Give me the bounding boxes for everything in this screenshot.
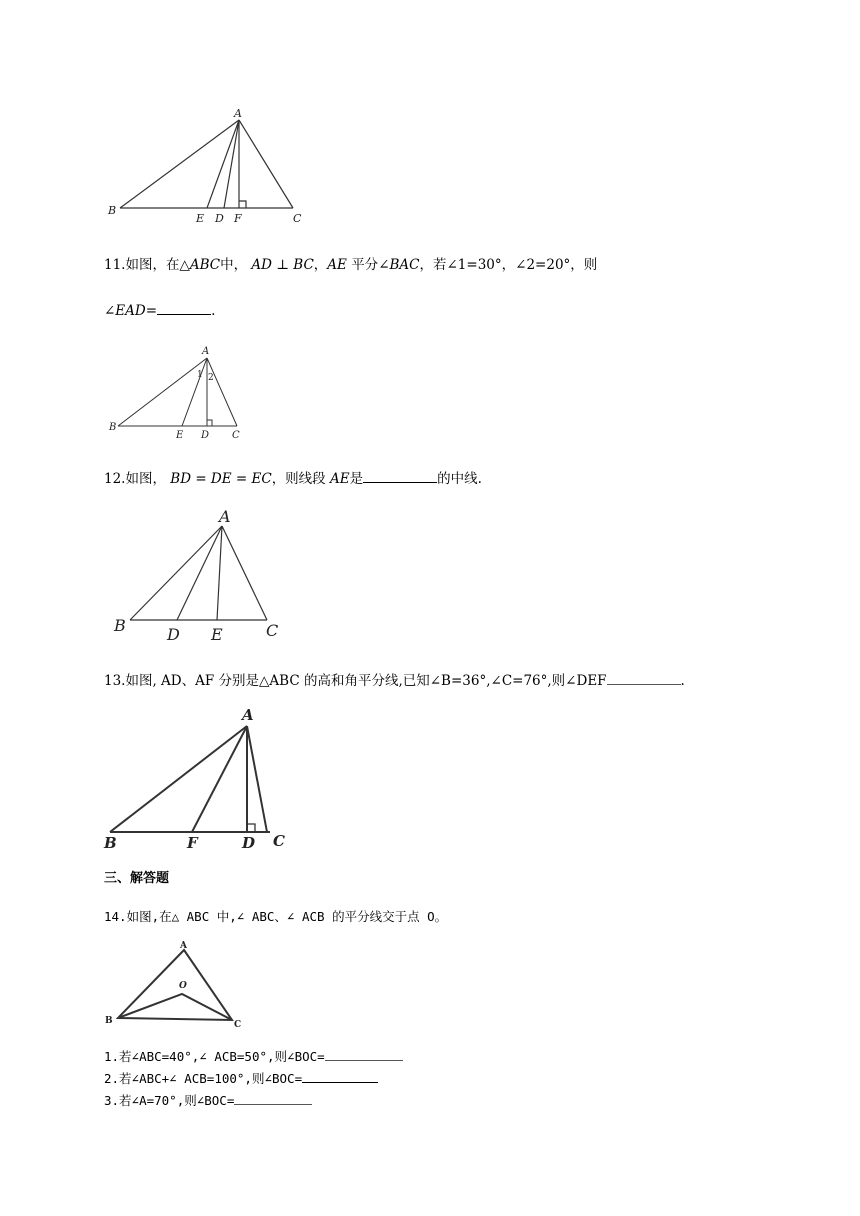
label-a: A (202, 346, 210, 357)
answer-blank[interactable] (234, 1090, 312, 1105)
q11-text: 平分 (351, 257, 379, 273)
q12-number: 12. (104, 471, 126, 487)
question-11-line1 (104, 256, 597, 274)
q11-number: 11. (104, 257, 126, 273)
q11-text: = (145, 303, 158, 319)
label-o: O (179, 981, 187, 991)
q14-sub-text: 1.若∠ABC=40°,∠ ACB=50°,则∠BOC= (104, 1049, 325, 1064)
q12-math: BD = DE = EC (170, 471, 272, 487)
q12-text: 如图， (125, 471, 166, 487)
label-c: C (266, 621, 279, 640)
label-e: E (211, 625, 223, 644)
label-d: D (167, 625, 180, 644)
label-d: D (201, 430, 210, 441)
label-c: C (273, 832, 285, 850)
q14-sub-text: 2.若∠ABC+∠ ACB=100°,则∠BOC= (104, 1071, 303, 1086)
label-f: F (187, 834, 198, 852)
q12-text: 是 (349, 471, 364, 487)
q11-math: ∠EAD (104, 303, 146, 319)
question-12 (104, 468, 482, 488)
q11-math: ∠BAC (378, 257, 420, 273)
label-e: E (196, 212, 205, 225)
label-b: B (114, 616, 126, 635)
q12-text: ，则线段 (271, 471, 326, 487)
q11-text: 中， (220, 257, 248, 273)
q13-text: . (680, 673, 685, 689)
section-heading: 三、解答题 (104, 871, 170, 886)
q11-text: . (211, 303, 216, 319)
q11-text: 如图，在 (125, 257, 180, 273)
label-d: D (242, 834, 256, 852)
label-a: A (234, 107, 242, 120)
label-a: A (242, 706, 254, 724)
q12-text: 的中线. (437, 471, 482, 487)
q11-math: △ABC (179, 257, 221, 273)
label-b: B (108, 204, 117, 217)
label-angle-1: 1 (197, 370, 203, 380)
answer-blank[interactable] (363, 468, 437, 483)
label-c: C (293, 212, 302, 225)
q11-text: ，若∠1=30°，∠2=20°，则 (419, 257, 598, 273)
label-e: E (176, 430, 184, 441)
label-a: A (180, 941, 187, 951)
q11-math: AE (327, 257, 347, 273)
q14-sub-1 (104, 1046, 403, 1066)
question-11-line2 (104, 300, 215, 320)
q14-sub-3 (104, 1090, 312, 1110)
answer-blank[interactable] (325, 1046, 403, 1061)
q14-sub-text: 3.若∠A=70°,则∠BOC= (104, 1093, 235, 1108)
question-14: 14.如图,在△ ABC 中,∠ ABC、∠ ACB 的平分线交于点 O。 (104, 909, 448, 924)
question-13 (104, 670, 685, 690)
label-b: B (104, 834, 117, 852)
figure-q12-triangle (105, 500, 295, 650)
figure-q13-triangle (100, 700, 300, 855)
label-c: C (232, 430, 240, 441)
answer-blank[interactable] (607, 670, 681, 685)
q12-math: AE (329, 471, 350, 487)
label-d: D (215, 212, 224, 225)
figure-q14-triangle (100, 938, 260, 1033)
q11-math: AD ⊥ BC (251, 257, 314, 273)
label-f: F (234, 212, 242, 225)
label-angle-2: 2 (208, 373, 214, 383)
q13-text: 13.如图, AD、AF 分别是△ABC 的高和角平分线,已知∠B=36°,∠C=76°,则∠DEF (104, 673, 607, 689)
label-b: B (105, 1016, 113, 1026)
label-c: C (234, 1020, 242, 1030)
answer-blank[interactable] (302, 1068, 378, 1083)
answer-blank[interactable] (157, 300, 211, 315)
label-a: A (219, 507, 231, 526)
figure-q10-triangle (100, 100, 320, 230)
figure-q11-triangle (100, 340, 260, 445)
q14-sub-2 (104, 1068, 378, 1088)
q11-text: ， (313, 257, 328, 273)
label-b: B (109, 422, 117, 433)
